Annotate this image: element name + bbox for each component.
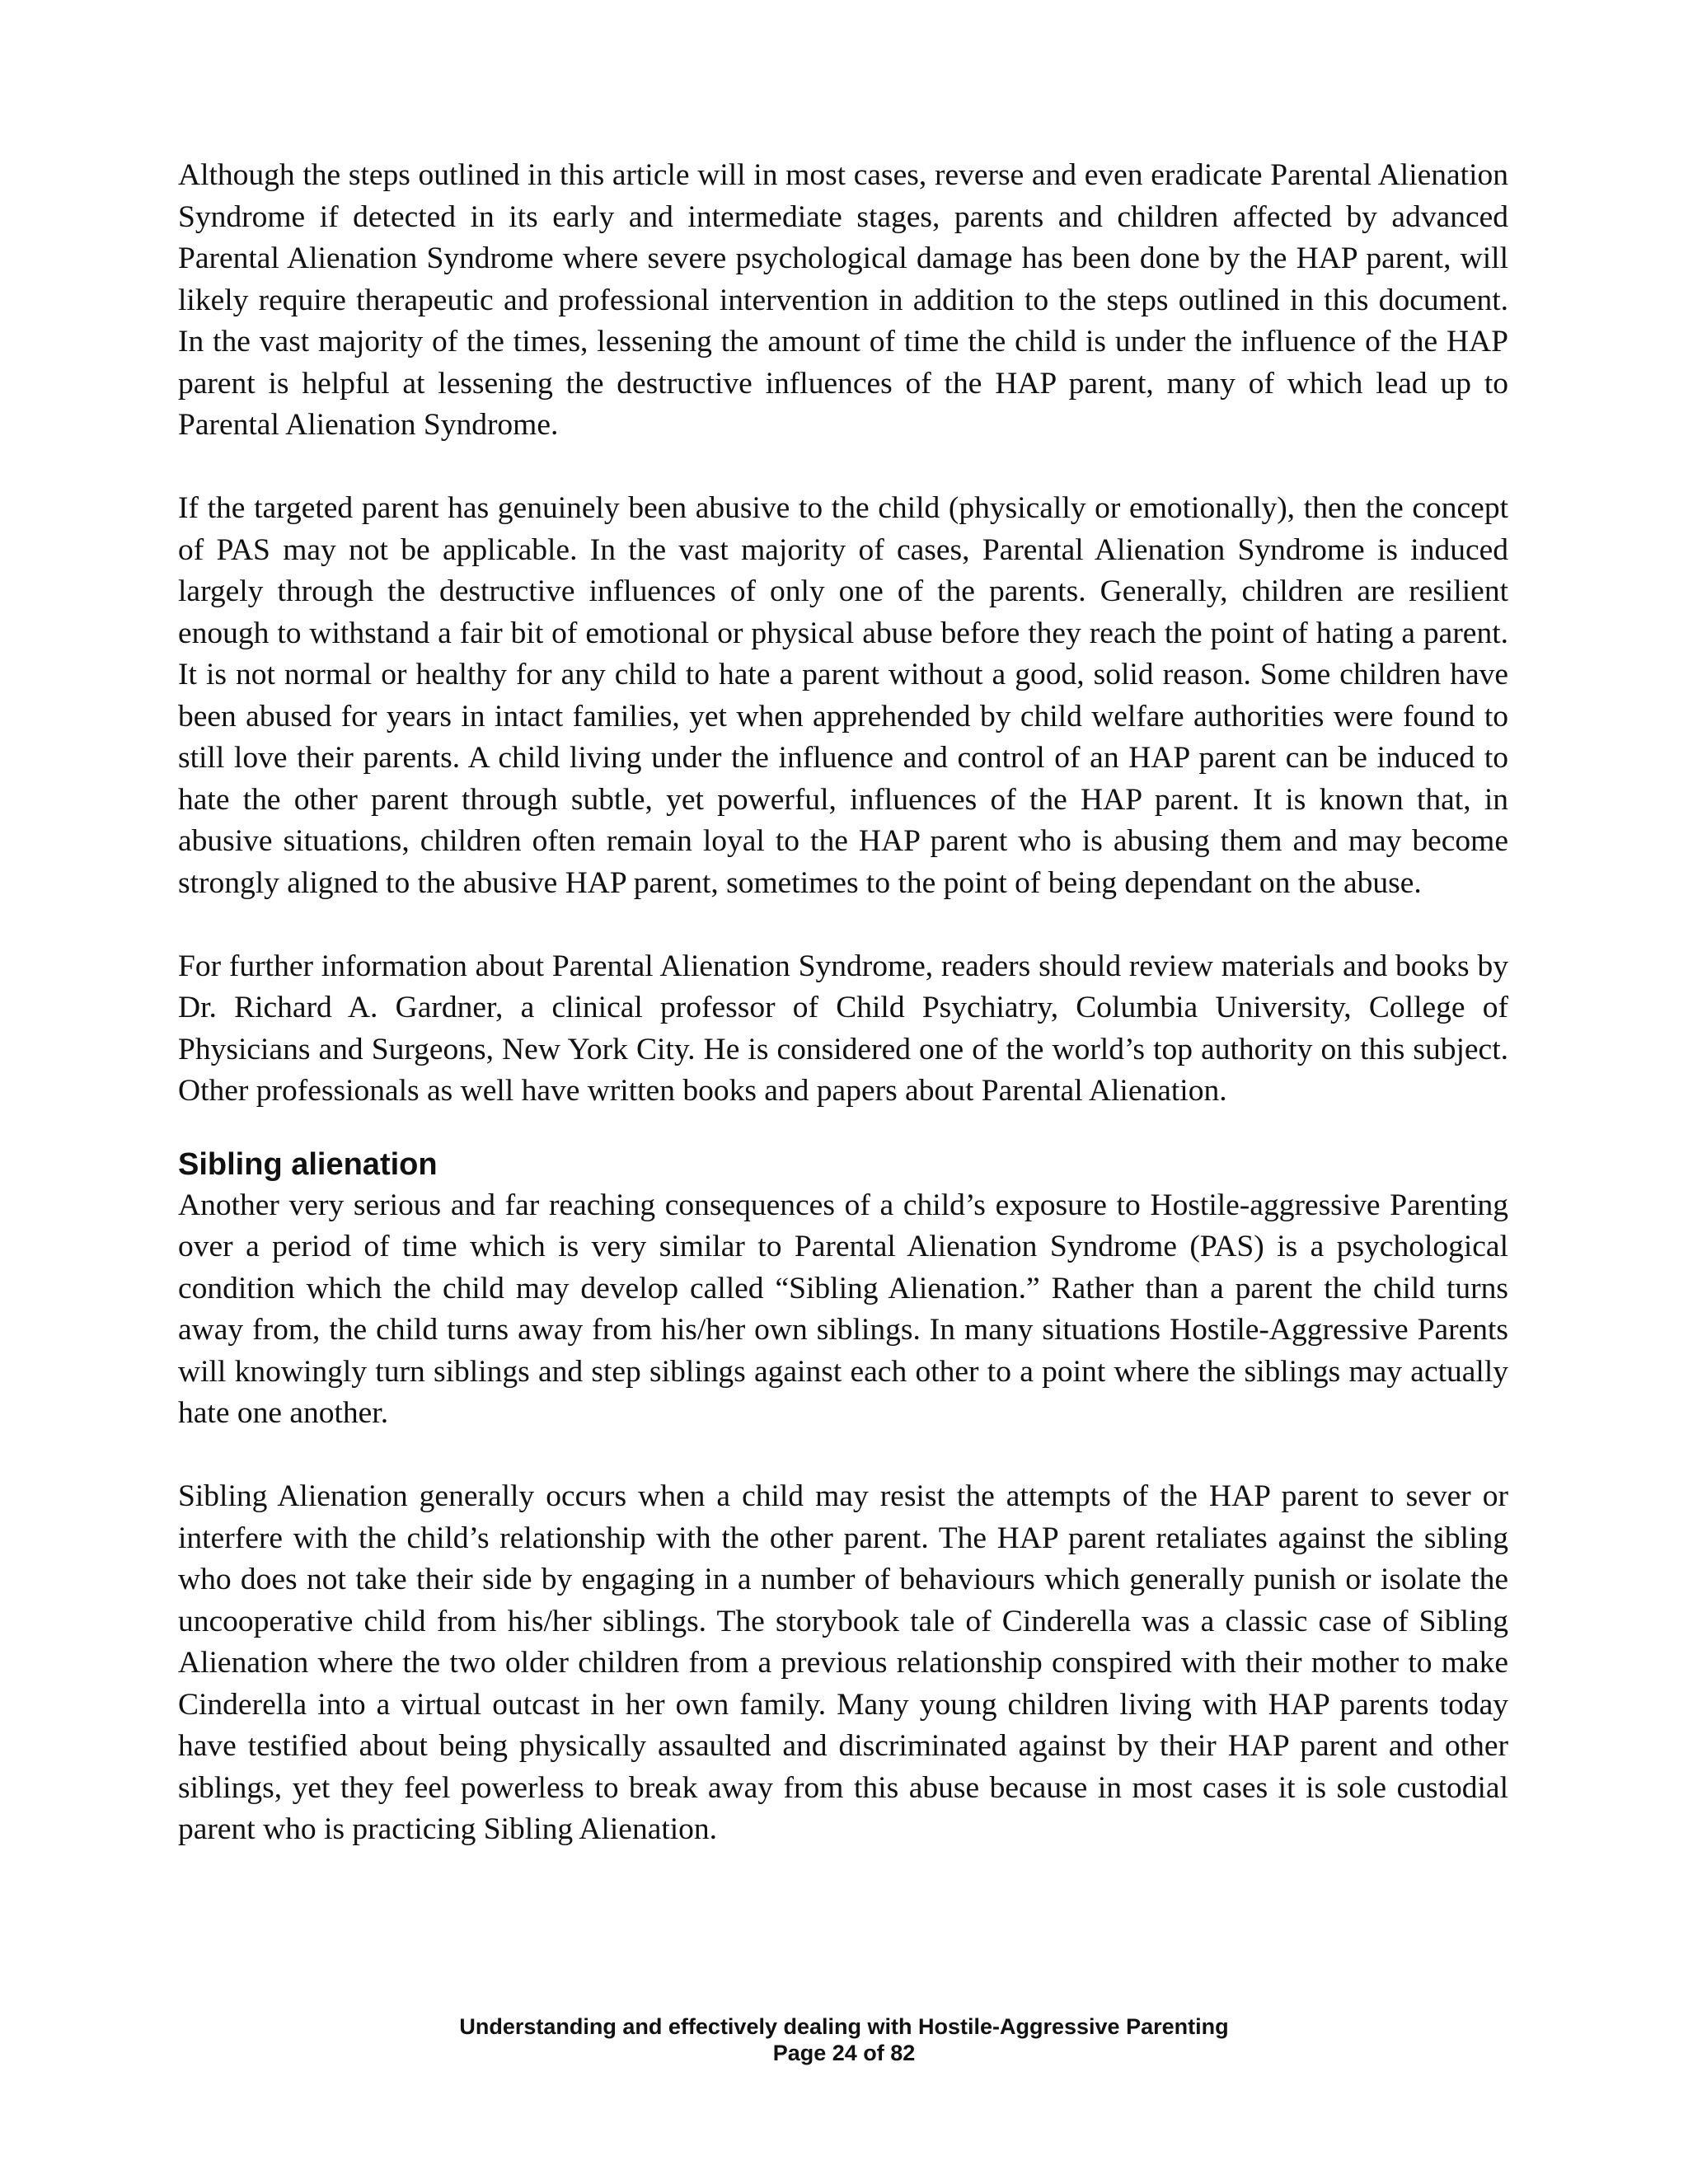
- paragraph-sibling-occurrence: Sibling Alienation generally occurs when a child may resist the attempts of the HAP parent to sever or interfere with the child’s relationship with the other parent. The HAP parent retaliates against the sibling who does not take their side by engaging in a number of behaviours which generally punish or isolate the uncooperative child from his/her siblings. The storybook tale of Cinderella was a classic case of Sibling Alienation where the two older children from a previous relationship conspired with their mother to make Cinderella into a virtual outcast in her own family. Many young children living with HAP parents today have testified about being physically assaulted and discriminated against by their HAP parent and other siblings, yet they feel powerless to break away from this abuse because in most cases it is sole custodial parent who is practicing Sibling Alienation.: [178, 1479, 1508, 1846]
- paragraph-abuse-exception: If the targeted parent has genuinely been abusive to the child (physically or emotionally), then the concept of PAS may not be applicable. In the vast majority of cases, Parental Alienation Syndrome is induced largely through the destructive influences of only one of the parents. Generally, children are resilient enough to withstand a fair bit of emotional or physical abuse before they reach the point of hating a parent. It is not normal or healthy for any child to hate a parent without a good, solid reason. Some children have been abused for years in intact families, yet when apprehended by child welfare authorities were found to still love their parents. A child living under the influence and control of an HAP parent can be induced to hate the other parent through subtle, yet powerful, influences of the HAP parent. It is known that, in abusive situations, children often remain loyal to the HAP parent who is abusing them and may become strongly aligned to the abusive HAP parent, sometimes to the point of being dependant on the abuse.: [178, 491, 1508, 900]
- page-number: Page 24 of 82: [772, 2041, 916, 2065]
- paragraph-intervention: Although the steps outlined in this article will in most cases, reverse and even eradicate Parental Alienation Syndrome if detected in its early and intermediate stages, parents and children affected by advanced Parental Alienation Syndrome where severe psychological damage has been done by the HAP parent, will likely require therapeutic and professional intervention in addition to the steps outlined in this document. In the vast majority of the times, lessening the amount of time the child is under the influence of the HAP parent is helpful at lessening the destructive influences of the HAP parent, many of which lead up to Parental Alienation Syndrome.: [178, 158, 1508, 442]
- body-text: [178, 155, 1508, 1851]
- paragraph-sibling-definition: Another very serious and far reaching consequences of a child’s exposure to Hostile-aggressive Parenting over a period of time which is very similar to Parental Alienation Syndrome (PAS) is a psychological condition which the child may develop called “Sibling Alienation.” Rather than a parent the child turns away from, the child turns away from his/her own siblings. In many situations Hostile-Aggressive Parents will knowingly turn siblings and step siblings against each other to a point where the siblings may actually hate one another.: [178, 1188, 1508, 1430]
- section-heading-sibling-alienation: Sibling alienation: [178, 1146, 438, 1182]
- footer-document-title: Understanding and effectively dealing with Hostile-Aggressive Parenting: [459, 2014, 1229, 2039]
- page-footer: [0, 2013, 1688, 2066]
- paragraph-further-information: For further information about Parental Alienation Syndrome, readers should review materials and books by Dr. Richard A. Gardner, a clinical professor of Child Psychiatry, Columbia University, College of Physicians and Surgeons, New York City. He is considered one of the world’s top authority on this subject. Other professionals as well have written books and papers about Parental Alienation.: [178, 949, 1508, 1108]
